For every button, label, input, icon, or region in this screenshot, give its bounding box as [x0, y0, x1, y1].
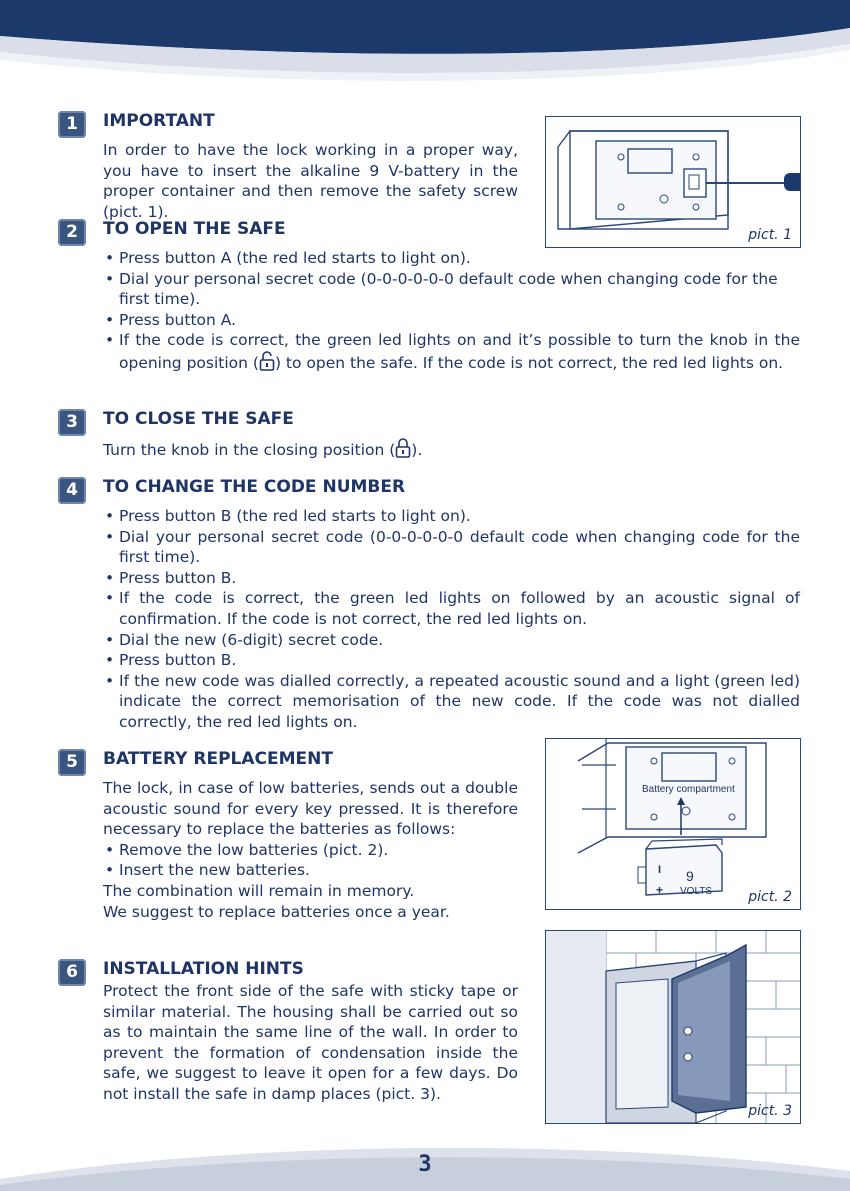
section-number-badge: 1	[58, 111, 86, 138]
list-item: • Press button B (the red led starts to light on).	[103, 506, 800, 527]
section-text: Protect the front side of the safe with sticky tape or similar material. The housing shall be carried out so as to maintain the same line of the wall. In order to prevent the formation of condensation inside the safe, we suggest to leave it open for a few days. Do not install the safe in damp places (pict. 3).	[103, 982, 518, 1103]
picture-caption: pict. 3	[748, 1103, 792, 1119]
list-item: • Remove the low batteries (pict. 2).	[103, 840, 518, 861]
section-title: BATTERY REPLACEMENT	[103, 749, 333, 769]
list-item: • Press button A.	[103, 310, 800, 331]
list-item: • Dial your personal secret code (0-0-0-0-0-0 default code when changing code for the first time).	[103, 269, 800, 310]
picture-1	[545, 116, 801, 248]
section-title: INSTALLATION HINTS	[103, 959, 304, 979]
section-number-badge: 5	[58, 749, 86, 776]
picture-caption: pict. 1	[748, 227, 792, 243]
section-number-badge: 6	[58, 959, 86, 986]
list-item: • Insert the new batteries.	[103, 860, 518, 881]
section-number-badge: 4	[58, 477, 86, 504]
picture-caption: pict. 2	[748, 889, 792, 905]
section-title: IMPORTANT	[103, 111, 215, 131]
section-title: TO OPEN THE SAFE	[103, 219, 286, 239]
section-title: TO CLOSE THE SAFE	[103, 409, 294, 429]
list-item: • Press button A (the red led starts to light on).	[103, 248, 800, 269]
list-item: • Press button B.	[103, 568, 800, 589]
svg-text:VOLTS: VOLTS	[680, 886, 713, 897]
section-text: Turn the knob in the closing position ( ).	[103, 438, 800, 461]
list-item: • Dial your personal secret code (0-0-0-0-0-0 default code when changing code for the first time).	[103, 527, 800, 568]
section-text: We suggest to replace batteries once a year.	[103, 902, 450, 921]
list-item: • If the code is correct, the green led lights on followed by an acoustic signal of confirmation. If the code is not correct, the red led lights on.	[103, 588, 800, 629]
open-padlock-icon	[259, 351, 275, 371]
battery-compartment-illustration	[546, 739, 800, 909]
section-title: TO CHANGE THE CODE NUMBER	[103, 477, 406, 497]
svg-text:9: 9	[686, 868, 694, 884]
battery-compartment-label: Battery compartment	[642, 784, 735, 795]
section-number-badge: 2	[58, 219, 86, 246]
section-text: In order to have the lock working in a proper way, you have to insert the alkaline 9 V-battery in the proper container and then remove the safety screw (pict. 1).	[103, 141, 518, 221]
header-wave	[0, 0, 850, 90]
picture-3	[545, 930, 801, 1124]
list-item: • Press button B.	[103, 650, 800, 671]
list-item: • Dial the new (6-digit) secret code.	[103, 630, 800, 651]
closed-padlock-icon	[395, 438, 411, 458]
wall-safe-installation-illustration	[546, 931, 800, 1123]
list-item: • If the code is correct, the green led lights on and it’s possible to turn the knob in the opening position ( ) to open the safe. If the code is not correct, the red led lights on.	[103, 330, 800, 373]
section-number-badge: 3	[58, 409, 86, 436]
svg-text:+: +	[656, 883, 664, 897]
svg-text:I: I	[658, 864, 662, 876]
section-text: The combination will remain in memory.	[103, 881, 415, 900]
page-number: 3	[418, 1152, 432, 1177]
list-item: • If the new code was dialled correctly, a repeated acoustic sound and a light (green led) indicate the correct memorisation of the new code. If the code was not dialled correctly, the red led lights on.	[103, 671, 800, 733]
section-text: The lock, in case of low batteries, sends out a double acoustic sound for every key pressed. It is therefore necessary to replace the batteries as follows:	[103, 779, 518, 839]
picture-2	[545, 738, 801, 910]
